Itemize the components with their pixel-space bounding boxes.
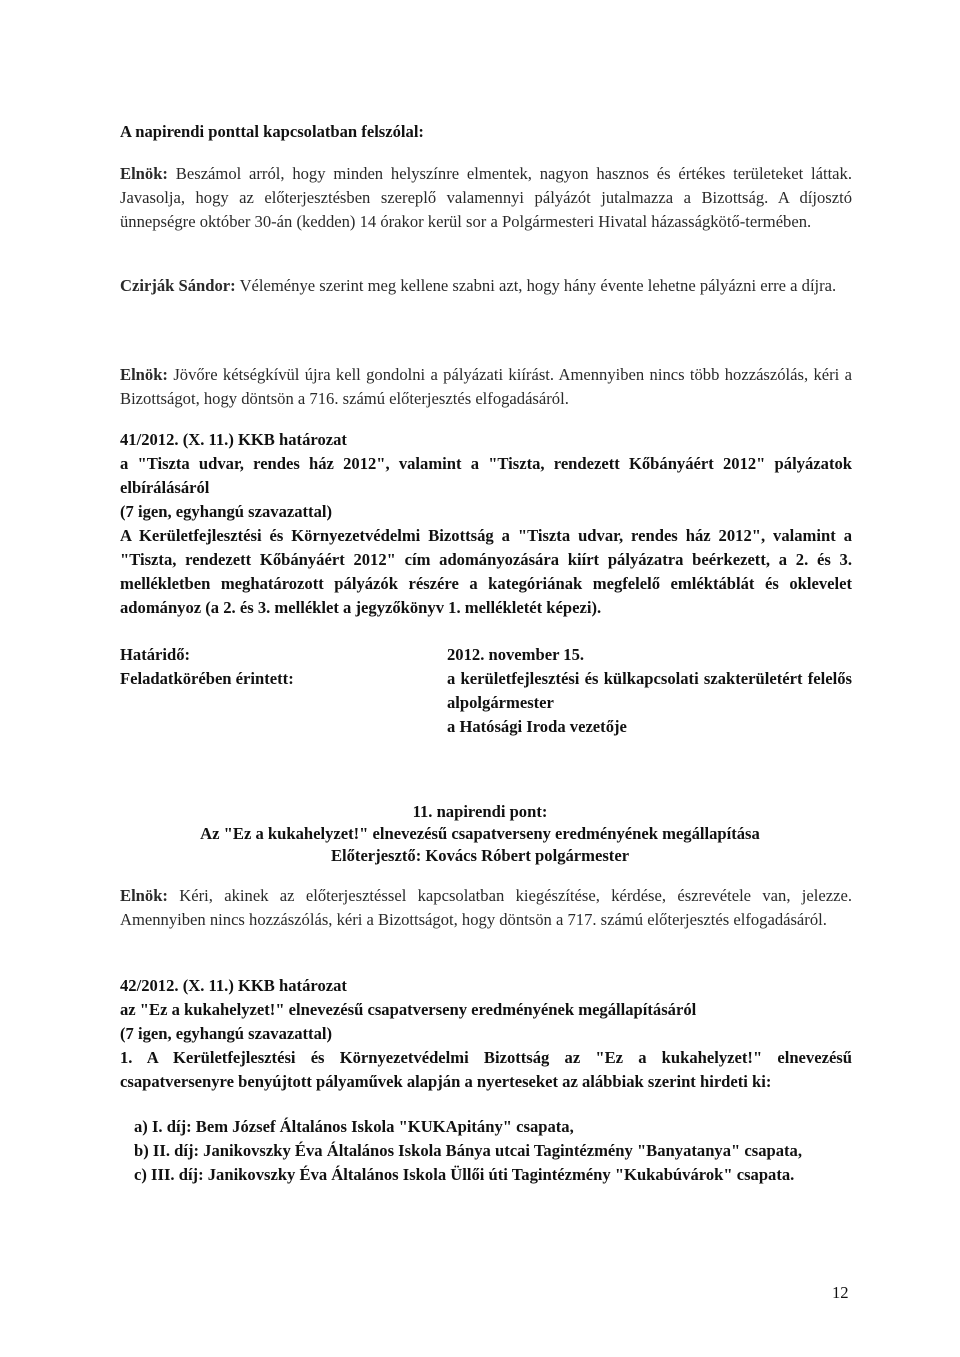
resolution-number: 41/2012. (X. 11.) KKB határozat [120, 430, 347, 449]
resolution-subject: az "Ez a kukahelyzet!" elnevezésű csapatverseny eredményének megállapításáról [120, 1000, 697, 1019]
responsible-line: a kerületfejlesztési és külkapcsolati szakterületért felelős alpolgármester [447, 669, 852, 712]
resolution-subject: a "Tiszta udvar, rendes ház 2012", valamint a "Tiszta, rendezett Kőbányáért 2012" pályázatok elbírálásáról [120, 454, 852, 497]
speaker-label: Czirják Sándor: [120, 276, 236, 295]
prize-item: a) I. díj: Bem József Általános Iskola "KUKApitány" csapata, [134, 1117, 574, 1136]
agenda-item-presenter: Előterjesztő: Kovács Róbert polgármester [330, 846, 630, 865]
prize-item: b) II. díj: Janikovszky Éva Általános Iskola Bánya utcai Tagintézmény "Banyatanya" csapata, [134, 1141, 802, 1160]
prize-item: c) III. díj: Janikovszky Éva Általános Iskola Üllői úti Tagintézmény "Kukabúvárok" csapata. [134, 1165, 795, 1184]
paragraph-text: Kéri, akinek az előterjesztéssel kapcsolatban kiegészítése, kérdése, észrevétele van, jelezze. Amennyiben nincs hozzászólás, kéri a Bizottságot, hogy döntsön a 717. számú előterjesztés elfogadásáról. [120, 886, 852, 929]
paragraph-chair-invitation [120, 884, 852, 932]
resolution-text: A Kerületfejlesztési és Környezetvédelmi Bizottság a "Tiszta udvar, rendes ház 2012", valamint a "Tiszta, rendezett Kőbányáért 2012" cím adományozására kiírt pályázatra beérkezett, a 2. és 3. mellékletben meghatározott pályázók részére a kategóriának megfelelő emléktáblát és oklevelet adományoz (a 2. és 3. melléklet a jegyzőkönyv 1. mellékletét képezi). [120, 526, 852, 617]
page-number: 12 [832, 1283, 849, 1302]
agenda-item-subject: Az "Ez a kukahelyzet!" elnevezésű csapatverseny eredményének megállapítása [200, 824, 760, 843]
resolution-41 [120, 428, 852, 620]
deadline-label: Határidő: [120, 645, 191, 664]
deadline-value: 2012. november 15. [447, 645, 585, 664]
paragraph-chair-proposal [120, 363, 852, 411]
responsible-value [447, 667, 852, 739]
speaker-label: Elnök: [120, 164, 168, 183]
speaker-label: Elnök: [120, 365, 168, 384]
responsible-line: a Hatósági Iroda vezetője [447, 717, 627, 736]
responsible-label: Feladatkörében érintett: [120, 669, 294, 688]
paragraph-text: Véleménye szerint meg kellene szabni azt, hogy hány évente lehetne pályázni erre a díjra. [239, 276, 837, 295]
resolution-42 [120, 974, 852, 1094]
paragraph-text: Beszámol arról, hogy minden helyszínre elmentek, nagyon hasznos és értékes területeket láttak. Javasolja, hogy az előterjesztésben szereplő valamennyi pályázót jutalmazza a Bizottság. A díjosztó ünnepségre október 30-án (kedden) 14 órakor kerül sor a Polgármesteri Hivatal házasságkötő-termében. [120, 164, 852, 231]
resolution-number: 42/2012. (X. 11.) KKB határozat [120, 976, 347, 995]
paragraph-chair-report [120, 162, 852, 234]
paragraph-text: Jövőre kétségkívül újra kell gondolni a pályázati kiírást. Amennyiben nincs több hozzászólás, kéri a Bizottságot, hogy döntsön a 716. számú előterjesztés elfogadásáról. [120, 365, 852, 408]
prize-list [120, 1115, 852, 1187]
paragraph-czirjak [120, 274, 852, 298]
resolution-vote: (7 igen, egyhangú szavazattal) [120, 1024, 333, 1043]
resolution-vote: (7 igen, egyhangú szavazattal) [120, 502, 333, 521]
speaker-label: Elnök: [120, 886, 168, 905]
resolution-text: 1. A Kerületfejlesztési és Környezetvédelmi Bizottság az "Ez a kukahelyzet!" elnevezésű csapatversenyre benyújtott pályaművek alapján a nyerteseket az alábbiak szerint hirdeti ki: [120, 1048, 852, 1091]
agenda-item-title: 11. napirendi pont: [412, 802, 548, 821]
section-heading: A napirendi ponttal kapcsolatban felszólal: [120, 122, 424, 141]
